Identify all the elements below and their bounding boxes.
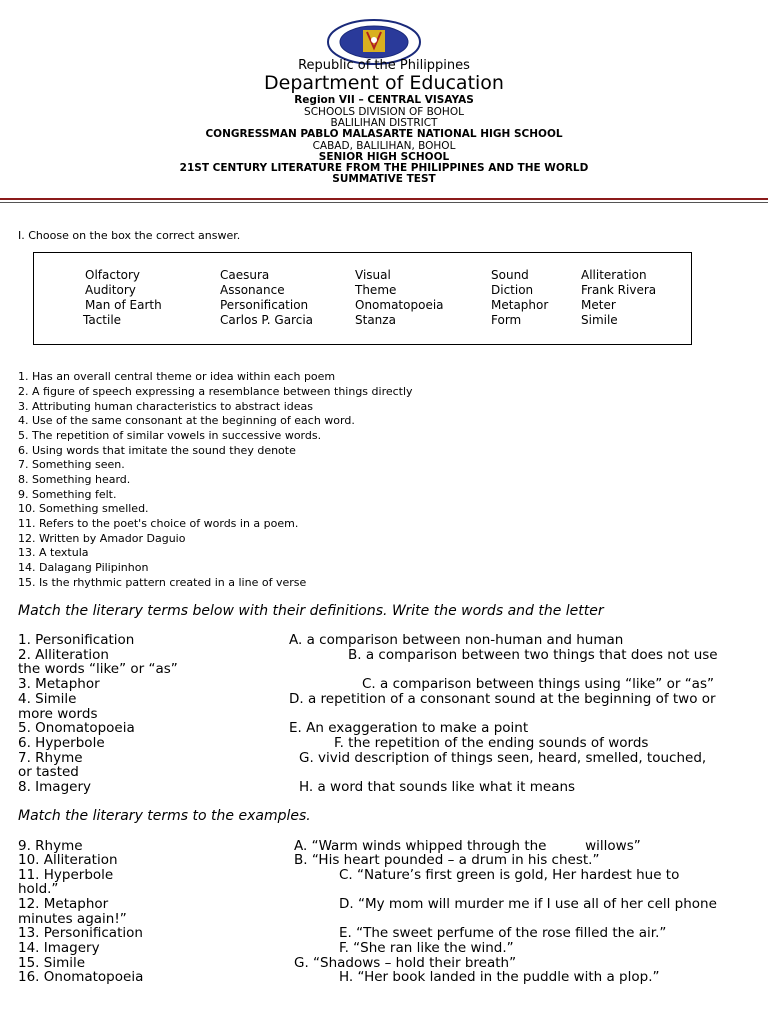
header-address: CABAD, BALILIHAN, BOHOL bbox=[312, 140, 456, 152]
header-region: Region VII – CENTRAL VISAYAS bbox=[294, 94, 474, 106]
question-item: 4. Use of the same consonant at the beginning of each word. bbox=[18, 414, 355, 427]
question-item: 6. Using words that imitate the sound they denote bbox=[18, 444, 296, 457]
choice-cell: Visual bbox=[355, 268, 391, 282]
definition-item: H. a word that sounds like what it means bbox=[299, 779, 576, 795]
question-item: 1. Has an overall central theme or idea within each poem bbox=[18, 370, 336, 383]
example-item: G. “Shadows – hold their breath” bbox=[294, 955, 517, 971]
example-wrap: minutes again!” bbox=[18, 911, 127, 927]
term-item: 6. Hyperbole bbox=[18, 735, 105, 751]
definition-item: G. vivid description of things seen, heard, smelled, touched, bbox=[299, 750, 707, 766]
choice-cell: Alliteration bbox=[581, 268, 647, 282]
term-item: 4. Simile bbox=[18, 691, 77, 707]
choice-cell: Form bbox=[491, 313, 522, 327]
header-test: SUMMATIVE TEST bbox=[332, 173, 436, 185]
term-item: 1. Personification bbox=[18, 632, 135, 648]
question-item: 11. Refers to the poet's choice of words in a poem. bbox=[18, 517, 299, 530]
example-item: H. “Her book landed in the puddle with a plop.” bbox=[339, 969, 660, 985]
question-item: 15. Is the rhythmic pattern created in a line of verse bbox=[18, 576, 307, 589]
question-item: 2. A figure of speech expressing a resemblance between things directly bbox=[18, 385, 413, 398]
choice-cell: Metaphor bbox=[491, 298, 549, 312]
header-division: SCHOOLS DIVISION OF BOHOL bbox=[304, 106, 464, 118]
choice-cell: Theme bbox=[355, 283, 397, 297]
example-item: C. “Nature’s first green is gold, Her hardest hue to bbox=[339, 867, 680, 883]
header-divider-thin bbox=[0, 202, 768, 203]
example-item: A. “Warm winds whipped through the willows” bbox=[294, 838, 641, 854]
header-district: BALILIHAN DISTRICT bbox=[330, 117, 438, 129]
term-item: 12. Metaphor bbox=[18, 896, 109, 912]
choice-cell: Sound bbox=[491, 268, 529, 282]
term-item: 8. Imagery bbox=[18, 779, 91, 795]
term-item: 2. Alliteration bbox=[18, 647, 109, 663]
definition-item: A. a comparison between non-human and human bbox=[289, 632, 624, 648]
question-item: 7. Something seen. bbox=[18, 458, 125, 471]
term-item: 11. Hyperbole bbox=[18, 867, 114, 883]
term-item: 13. Personification bbox=[18, 925, 143, 941]
choice-cell: Stanza bbox=[355, 313, 396, 327]
term-item: 7. Rhyme bbox=[18, 750, 83, 766]
example-item: D. “My mom will murder me if I use all of her cell phone bbox=[339, 896, 717, 912]
choice-cell: Tactile bbox=[83, 313, 122, 327]
header-school: CONGRESSMAN PABLO MALASARTE NATIONAL HIGH SCHOOL bbox=[205, 128, 563, 140]
term-item: 14. Imagery bbox=[18, 940, 100, 956]
choice-cell: Simile bbox=[581, 313, 618, 327]
choices-box bbox=[33, 252, 692, 345]
choice-cell: Frank Rivera bbox=[581, 283, 657, 297]
example-wrap: hold.” bbox=[18, 881, 59, 897]
example-item: F. “She ran like the wind.” bbox=[339, 940, 514, 956]
question-item: 5. The repetition of similar vowels in successive words. bbox=[18, 429, 322, 442]
question-item: 9. Something felt. bbox=[18, 488, 117, 501]
example-item: B. “His heart pounded – a drum in his chest.” bbox=[294, 852, 600, 868]
example-item: E. “The sweet perfume of the rose filled the air.” bbox=[339, 925, 667, 941]
header-republic: Republic of the Philippines bbox=[298, 58, 470, 73]
part2-instruction: Match the literary terms below with their definitions. Write the words and the letter bbox=[18, 603, 604, 619]
choice-cell: Carlos P. Garcia bbox=[220, 313, 314, 327]
choice-cell: Meter bbox=[581, 298, 616, 312]
definition-wrap: the words “like” or “as” bbox=[18, 661, 178, 677]
choice-cell: Onomatopoeia bbox=[355, 298, 444, 312]
term-item: 9. Rhyme bbox=[18, 838, 83, 854]
question-item: 3. Attributing human characteristics to abstract ideas bbox=[18, 400, 313, 413]
question-item: 14. Dalagang Pilipinhon bbox=[18, 561, 149, 574]
choice-cell: Personification bbox=[220, 298, 309, 312]
choice-cell: Olfactory bbox=[85, 268, 141, 282]
term-item: 15. Simile bbox=[18, 955, 86, 971]
definition-item: E. An exaggeration to make a point bbox=[289, 720, 529, 736]
definition-item: D. a repetition of a consonant sound at the beginning of two or bbox=[289, 691, 716, 707]
header-subject: 21ST CENTURY LITERATURE FROM THE PHILIPPINES AND THE WORLD bbox=[179, 162, 589, 174]
choice-cell: Assonance bbox=[220, 283, 285, 297]
question-item: 13. A textula bbox=[18, 546, 89, 559]
term-item: 10. Alliteration bbox=[18, 852, 118, 868]
definition-item: B. a comparison between two things that does not use bbox=[348, 647, 718, 663]
term-item: 16. Onomatopoeia bbox=[18, 969, 144, 985]
definition-wrap: more words bbox=[18, 706, 98, 722]
choice-cell: Man of Earth bbox=[85, 298, 162, 312]
header-divider bbox=[0, 198, 768, 200]
choice-cell: Caesura bbox=[220, 268, 270, 282]
part1-instruction: I. Choose on the box the correct answer. bbox=[18, 229, 241, 242]
header-level: SENIOR HIGH SCHOOL bbox=[318, 151, 450, 163]
term-item: 3. Metaphor bbox=[18, 676, 100, 692]
question-item: 12. Written by Amador Daguio bbox=[18, 532, 186, 545]
part3-instruction: Match the literary terms to the examples. bbox=[18, 808, 311, 824]
term-item: 5. Onomatopoeia bbox=[18, 720, 135, 736]
header-department: Department of Education bbox=[264, 72, 504, 94]
definition-item: F. the repetition of the ending sounds of words bbox=[334, 735, 649, 751]
choice-cell: Auditory bbox=[85, 283, 136, 297]
question-item: 8. Something heard. bbox=[18, 473, 131, 486]
definition-item: C. a comparison between things using “like” or “as” bbox=[362, 676, 714, 692]
choice-cell: Diction bbox=[491, 283, 534, 297]
question-item: 10. Something smelled. bbox=[18, 502, 149, 515]
definition-wrap: or tasted bbox=[18, 764, 79, 780]
